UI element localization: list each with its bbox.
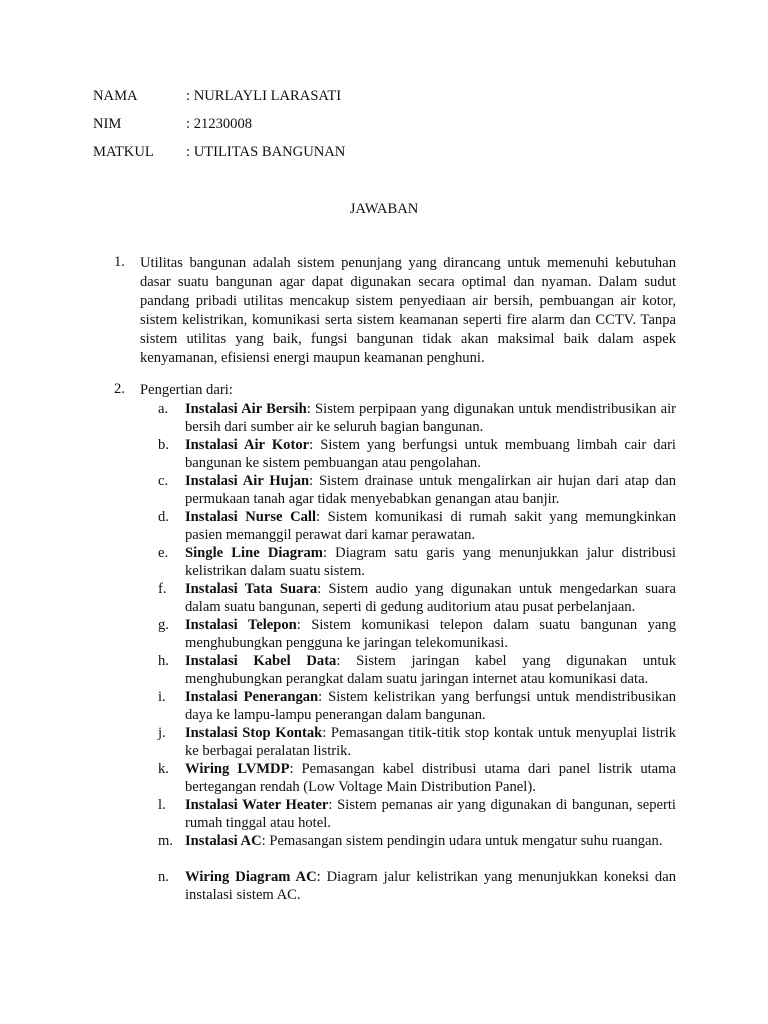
definition-letter: j. [158, 725, 166, 741]
definition-text: : Sistem drainase untuk mengalirkan air hujan dari atap dan permukaan tanah agar tidak menyebabkan genangan atau banjir. [185, 473, 676, 507]
header-row-nim [93, 114, 252, 134]
answer-2 [114, 381, 676, 904]
definition-letter: k. [158, 761, 169, 777]
answer-2-number: 2. [114, 381, 125, 397]
definition-letter: g. [158, 617, 169, 633]
definition-term: Instalasi Air Kotor [185, 437, 310, 453]
definition-item [158, 400, 676, 436]
definition-letter: c. [158, 473, 169, 489]
definition-term: Instalasi Tata Suara [185, 581, 318, 597]
definition-letter: n. [158, 869, 169, 885]
header-label-matkul: MATKUL [93, 144, 154, 160]
definition-term: Instalasi Nurse Call [185, 509, 317, 525]
definition-text: : Sistem komunikasi telepon dalam suatu bangunan yang menghubungkan pengguna ke jaringan telekomunikasi. [185, 617, 676, 651]
header-label-nim: NIM [93, 116, 122, 132]
definition-text: : Sistem pemanas air yang digunakan di bangunan, seperti rumah tinggal atau hotel. [185, 797, 676, 831]
definition-item [158, 616, 676, 652]
definition-term: Instalasi Telepon [185, 617, 297, 633]
definition-term: Instalasi Stop Kontak [185, 725, 323, 741]
definition-item [158, 760, 676, 796]
definition-term: Instalasi Kabel Data [185, 653, 337, 669]
definition-text: : Sistem jaringan kabel yang digunakan untuk menghubungkan perangkat dalam suatu jaringan internet atau komunikasi data. [185, 653, 676, 687]
answer-1-number: 1. [114, 254, 125, 270]
definition-item [158, 796, 676, 832]
definition-text: : Diagram jalur kelistrikan yang menunjukkan koneksi dan instalasi sistem AC. [185, 869, 676, 903]
definition-item [158, 436, 676, 472]
definition-item [158, 472, 676, 508]
definition-letter: m. [158, 833, 173, 849]
definition-item [158, 832, 676, 868]
answer-2-lead: Pengertian dari: [140, 382, 233, 398]
header-row-matkul [93, 142, 345, 162]
definition-letter: f. [158, 581, 167, 597]
definition-term: Instalasi Water Heater [185, 797, 329, 813]
definition-text: : Sistem kelistrikan yang berfungsi untuk mendistribusikan daya ke lampu-lampu penerangan dalam bangunan. [185, 689, 676, 723]
definition-text: : Pemasangan titik-titik stop kontak untuk menyuplai listrik ke berbagai peralatan listrik. [185, 725, 676, 759]
definition-term: Wiring LVMDP [185, 761, 290, 777]
definition-list [114, 400, 676, 904]
definition-term: Single Line Diagram [185, 545, 323, 561]
definition-term: Instalasi Penerangan [185, 689, 319, 705]
definition-letter: e. [158, 545, 169, 561]
definition-text: : Pemasangan kabel distribusi utama dari panel listrik utama bertegangan rendah (Low Voltage Main Distribution Panel). [185, 761, 676, 795]
definition-item [158, 868, 676, 904]
header-value-nim: : 21230008 [186, 116, 253, 132]
answer-1 [114, 254, 676, 368]
document-title: JAWABAN [349, 201, 419, 217]
definition-item [158, 544, 676, 580]
definition-item [158, 688, 676, 724]
definition-term: Wiring Diagram AC [185, 869, 317, 885]
definition-letter: a. [158, 401, 169, 417]
definition-text: : Diagram satu garis yang menunjukkan jalur distribusi kelistrikan dalam suatu sistem. [185, 545, 676, 579]
definition-text: : Pemasangan sistem pendingin udara untuk mengatur suhu ruangan. [261, 833, 663, 849]
definition-item [158, 508, 677, 544]
definition-text: : Sistem yang berfungsi untuk membuang limbah cair dari bangunan ke sistem pembuangan atau pengolahan. [185, 437, 676, 471]
definition-term: Instalasi AC [185, 833, 262, 849]
definition-letter: i. [158, 689, 166, 705]
definition-letter: b. [158, 437, 169, 453]
definition-letter: h. [158, 653, 169, 669]
definition-text: : Sistem komunikasi di rumah sakit yang memungkinkan pasien memanggil perawat dari kamar perawatan. [185, 509, 677, 543]
definition-text: : Sistem perpipaan yang digunakan untuk mendistribusikan air bersih dari sumber air ke seluruh bagian bangunan. [185, 401, 676, 435]
definition-text: : Sistem audio yang digunakan untuk mengedarkan suara dalam suatu bangunan, seperti di gedung auditorium atau pusat perbelanjaan. [185, 581, 676, 615]
definition-letter: d. [158, 509, 169, 525]
definition-item [158, 652, 676, 688]
definition-item [158, 580, 676, 616]
header-value-nama: : NURLAYLI LARASATI [186, 88, 342, 104]
definition-item [158, 724, 676, 760]
definition-term: Instalasi Air Bersih [185, 401, 307, 417]
header-label-nama: NAMA [93, 88, 138, 104]
header-row-nama [93, 86, 341, 106]
definition-letter: l. [158, 797, 166, 813]
header-value-matkul: : UTILITAS BANGUNAN [186, 144, 346, 160]
answer-1-text: Utilitas bangunan adalah sistem penunjang yang dirancang untuk memenuhi kebutuhan dasar suatu bangunan agar dapat digunakan secara optimal dan nyaman. Dalam sudut pandang pribadi utilitas mencakup sistem penyediaan air bersih, pembuangan air kotor, sistem kelistrikan, komunikasi serta sistem keamanan seperti fire alarm dan CCTV. Tanpa sistem utilitas yang baik, fungsi bangunan tidak akan maksimal baik dalam aspek kenyamanan, efisiensi energi maupun keamanan penghuni. [140, 255, 676, 366]
definition-term: Instalasi Air Hujan [185, 473, 310, 489]
